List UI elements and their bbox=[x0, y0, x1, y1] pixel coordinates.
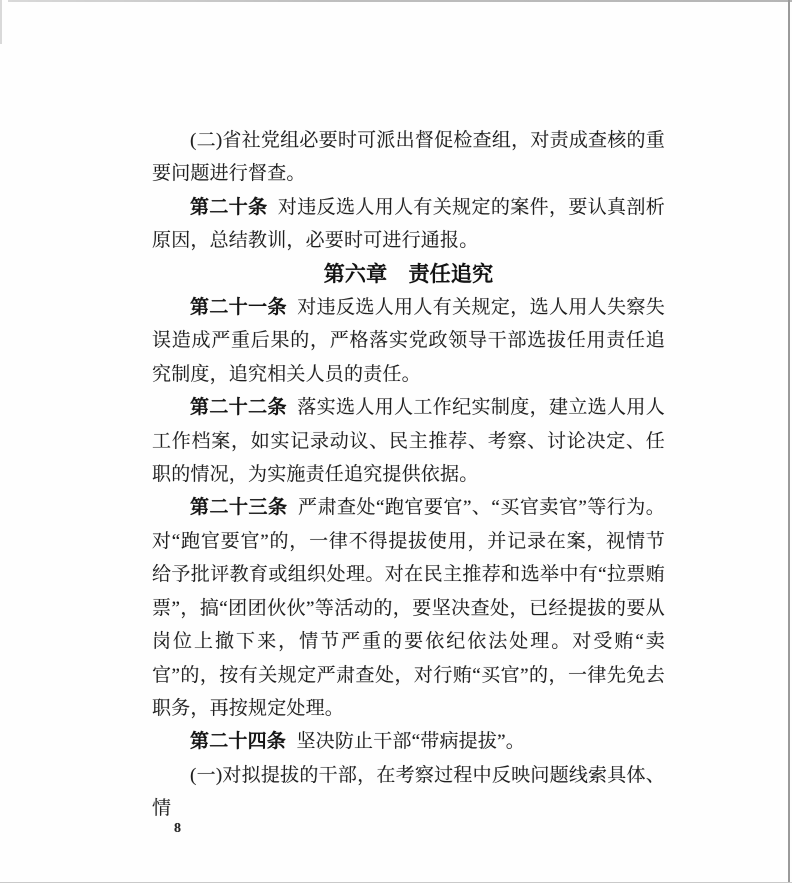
paragraph-article-22 bbox=[152, 391, 665, 491]
paragraph-text: 落实选人用人工作纪实制度，建立选人用人工作档案，如实记录动议、民主推荐、考察、讨论决定、任职的情况，为实施责任追究提供依据。 bbox=[152, 397, 665, 486]
paragraph-text: 坚决防止干部“带病提拔”。 bbox=[296, 731, 525, 753]
clause-label: 第二十条 bbox=[190, 196, 268, 218]
paragraph-article-21 bbox=[152, 291, 665, 391]
scan-edge-left bbox=[0, 0, 2, 44]
clause-label: 第二十一条 bbox=[190, 297, 287, 319]
paragraph-text: 对违反选人用人有关规定，选人用人失察失误造成严重后果的，严格落实党政领导干部选拔任用责任追究制度，追究相关人员的责任。 bbox=[152, 297, 665, 385]
paragraph-article-23 bbox=[152, 491, 665, 725]
paragraph-item-2 bbox=[152, 124, 665, 191]
chapter-heading: 第六章 责任追究 bbox=[323, 262, 494, 286]
document-body bbox=[152, 124, 665, 826]
page-number: 8 bbox=[174, 821, 181, 836]
paragraph-article-20 bbox=[152, 191, 665, 258]
clause-label: 第二十三条 bbox=[190, 497, 288, 519]
paragraph-text: (二)省社党组必要时可派出督促检查组，对责成查核的重要问题进行督查。 bbox=[152, 130, 665, 185]
paragraph-article-24 bbox=[152, 725, 665, 758]
paragraph-text: (一)对拟提拔的干部，在考察过程中反映问题线索具体、情 bbox=[152, 764, 665, 820]
paragraph-text: 严肃查处“跑官要官”、“买官卖官”等行为。对“跑官要官”的，一律不得提拔使用，并记录在案，视情节给予批评教育或组织处理。对在民主推荐和选举中有“拉票贿票”，搞“团团伙伙”等活动的，要坚决查处，已经提拔的要从岗位上撤下来，情节严重的要依纪依法处理。对受贿“卖官”的，按有关规定严肃查处，对行贿“买官”的，一律先免去职务，再按规定处理。 bbox=[152, 497, 665, 719]
scan-edge-right bbox=[788, 0, 790, 883]
scan-edge-top bbox=[8, 0, 792, 2]
paragraph-item-1 bbox=[152, 759, 665, 826]
clause-label: 第二十四条 bbox=[190, 731, 287, 753]
clause-label: 第二十二条 bbox=[190, 397, 287, 419]
paragraph-text: 对违反选人用人有关规定的案件，要认真剖析原因，总结教训，必要时可进行通报。 bbox=[152, 196, 665, 252]
